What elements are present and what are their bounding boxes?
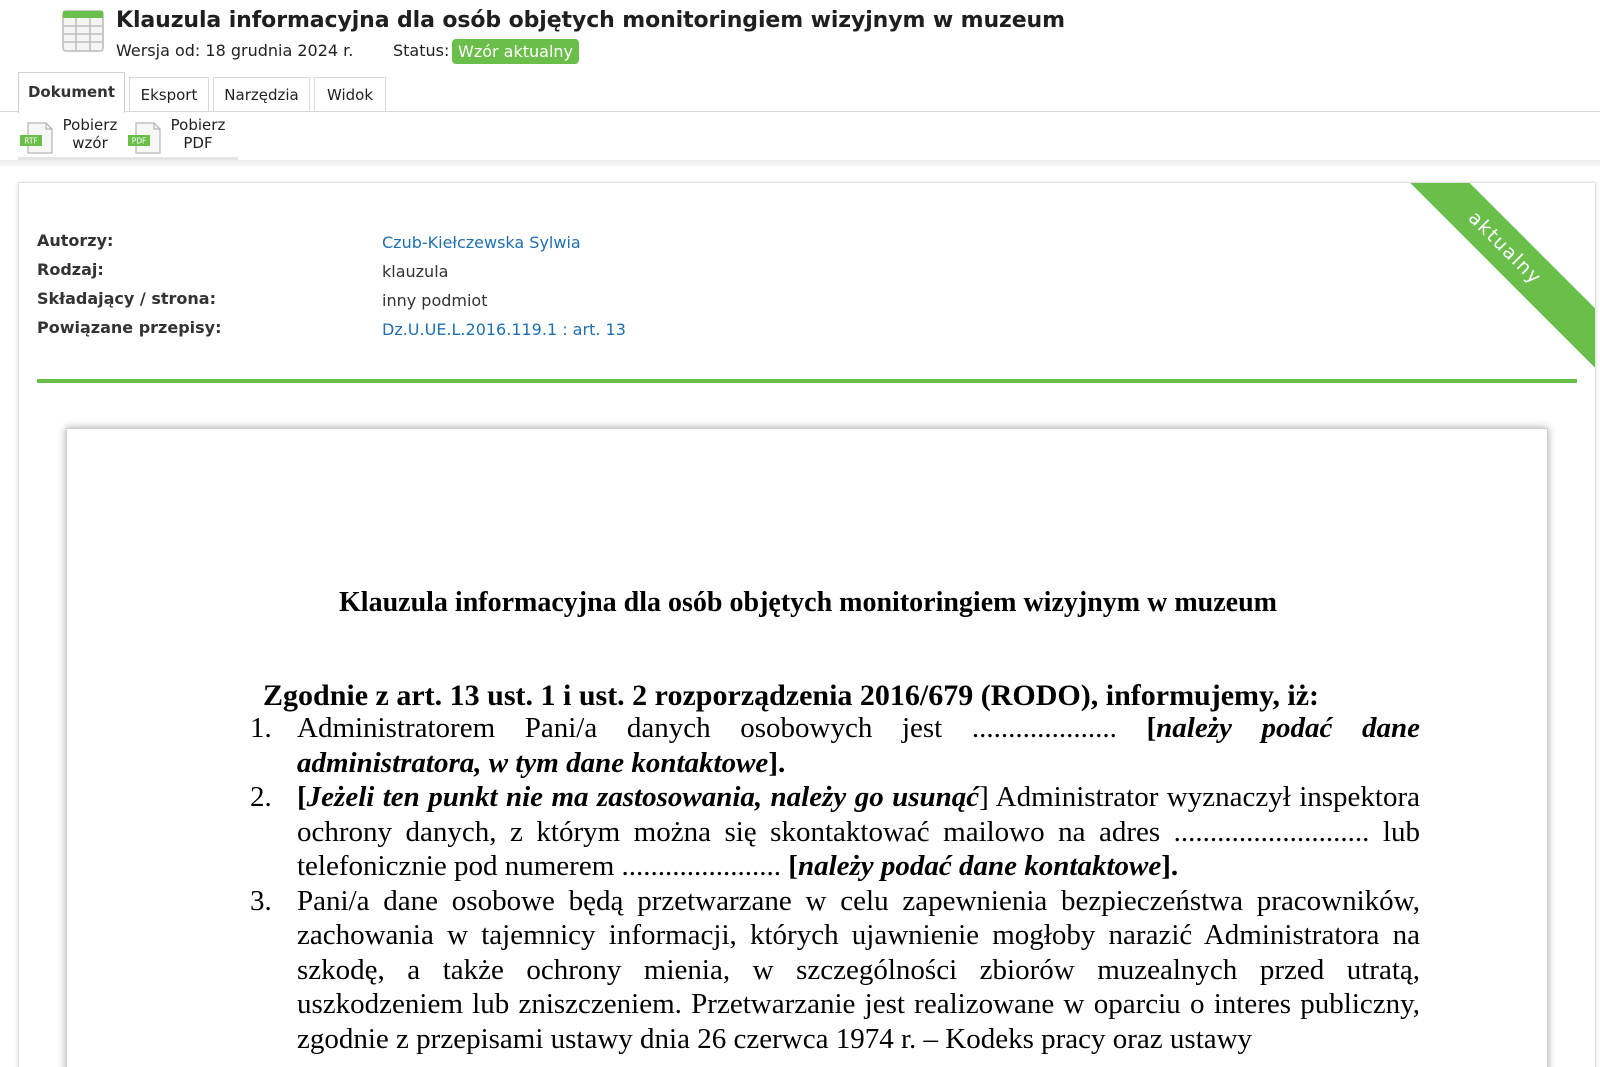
rtf-file-icon: [20, 122, 54, 154]
metadata-label: Autorzy:: [37, 231, 114, 250]
tab-divider: [0, 111, 1600, 112]
list-item-number: 1.: [250, 712, 272, 744]
tab-narzedzia[interactable]: Narzędzia: [213, 77, 310, 112]
document-intro: Zgodnie z art. 13 ust. 1 i ust. 2 rozporządzenia 2016/679 (RODO), informujemy, iż:: [263, 679, 1320, 712]
page-title: Klauzula informacyjna dla osób objętych monitoringiem wizyjnym w muzeum: [116, 8, 1065, 33]
version-date: Wersja od: 18 grudnia 2024 r.: [116, 41, 354, 60]
list-item: 1. Administratorem Pani/a danych osobowych jest .................... [należy podać dane administratora, w tym dane kontaktowe].: [250, 712, 1420, 779]
toolbar: [18, 112, 238, 160]
download-pdf-label: Pobierz PDF: [170, 116, 226, 152]
tab-eksport[interactable]: Eksport: [129, 77, 209, 112]
spreadsheet-document-icon: [62, 10, 104, 52]
tab-dokument[interactable]: Dokument: [18, 72, 125, 113]
regulation-link[interactable]: Dz.U.UE.L.2016.119.1 : art. 13: [382, 320, 626, 339]
toolbar-shadow: [0, 160, 1600, 166]
pdf-file-icon: [128, 122, 162, 154]
download-template-button[interactable]: [20, 116, 120, 156]
download-template-label: Pobierz wzór: [62, 116, 118, 152]
list-item-number: 3.: [250, 884, 272, 917]
document-title: Klauzula informacyjna dla osób objętych monitoringiem wizyjnym w muzeum: [339, 587, 1277, 618]
download-pdf-button[interactable]: [128, 116, 228, 156]
document-header: [0, 0, 1600, 70]
current-status-ribbon: aktualny: [1384, 182, 1596, 369]
status-badge: Wzór aktualny: [452, 39, 579, 64]
svg-text:PDF: PDF: [131, 136, 147, 146]
svg-text:RTF: RTF: [24, 136, 38, 146]
document-page: [66, 428, 1548, 1067]
metadata-value: klauzula: [382, 262, 449, 281]
metadata-label: Składający / strona:: [37, 289, 216, 308]
status-label: Status:: [393, 41, 450, 60]
metadata-label: Powiązane przepisy:: [37, 318, 222, 337]
list-item: 2. [Jeżeli ten punkt nie ma zastosowania, należy go usunąć] Administrator wyznaczył inspektora ochrony danych, z którym można się skontaktować mailowo na adres ........................... lub telefonicznie pod numerem ...................... [należy podać dane kontaktowe].: [250, 781, 1420, 882]
author-link[interactable]: Czub-Kiełczewska Sylwia: [382, 233, 581, 252]
list-item: 3. Pani/a dane osobowe będą przetwarzane w celu zapewnienia bezpieczeństwa pracowników, zachowania w tajemnicy informacji, których ujawnienie mogłoby narazić Administratora na szkodę, a także ochrony mienia, w szczególności zbiorów muzealnych przed utratą, uszkodzeniem lub zniszczeniem. Przetwarzanie jest realizowane w oparciu o interes publiczny, zgodnie z przepisami ustawy dnia 26 czerwca 1974 r. – Kodeks pracy oraz ustawy: [250, 884, 1420, 1055]
metadata-value: inny podmiot: [382, 291, 488, 310]
list-item-number: 2.: [250, 781, 272, 813]
document-card: [18, 182, 1596, 1067]
divider: [37, 379, 1577, 383]
document-list: [250, 711, 1420, 1056]
metadata-label: Rodzaj:: [37, 260, 104, 279]
tab-widok[interactable]: Widok: [314, 77, 386, 112]
